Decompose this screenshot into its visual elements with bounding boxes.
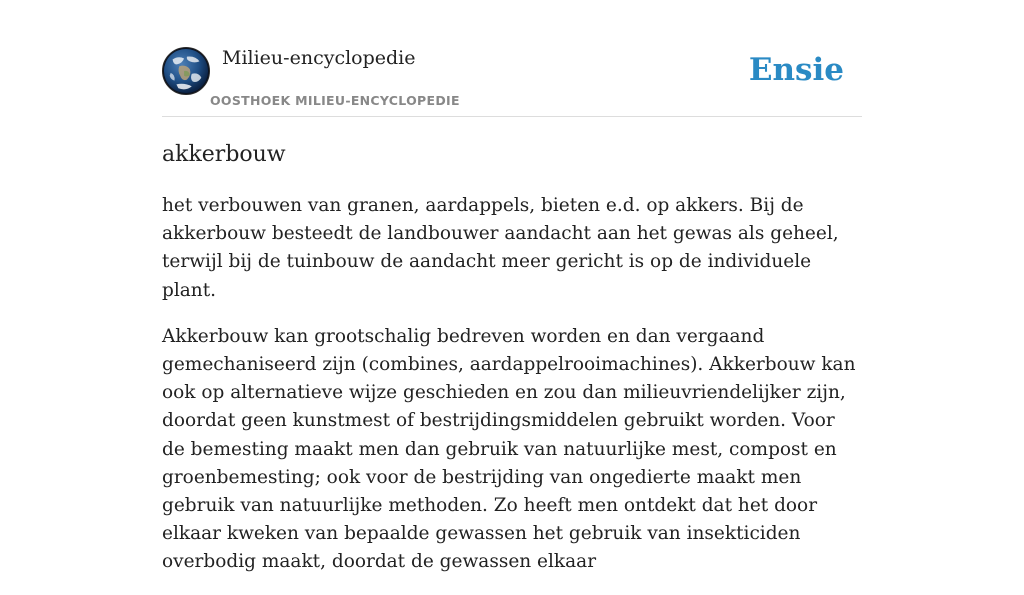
site-subtitle: OOSTHOEK MILIEU-ENCYCLOPEDIE <box>210 93 460 108</box>
entry-paragraph: Akkerbouw kan grootschalig bedreven worden en dan vergaand gemechaniseerd zijn (combines, aardappelrooimachines). Akkerbouw kan ook op alternatieve wijze geschieden en zou dan milieuvriendelijker zijn, doordat geen kunstmest of bestrijdingsmiddelen gebruikt worden. Voor de bemesting maakt men dan gebruik van natuurlijke mest, compost en groenbemesting; ook voor de bestrijding van ongedierte maakt men gebruik van natuurlijke methoden. Zo heeft men ontdekt dat het door elkaar kweken van bepaalde gewassen het gebruik van insekticiden overbodig maakt, doordat de gewassen elkaar <box>162 325 856 573</box>
entry-body <box>162 192 862 595</box>
site-header <box>162 46 862 117</box>
entry-title: akkerbouw <box>162 142 286 167</box>
entry-paragraph: het verbouwen van granen, aardappels, bieten e.d. op akkers. Bij de akkerbouw besteedt de landbouwer aandacht aan het gewas als geheel, terwijl bij de tuinbouw de aandacht meer gericht is op de individuele plant. <box>162 195 839 301</box>
site-name-link[interactable]: Milieu-encyclopedie <box>222 47 416 69</box>
earth-globe-icon[interactable] <box>162 47 210 95</box>
brand-logo-link[interactable]: Ensie <box>748 52 844 88</box>
